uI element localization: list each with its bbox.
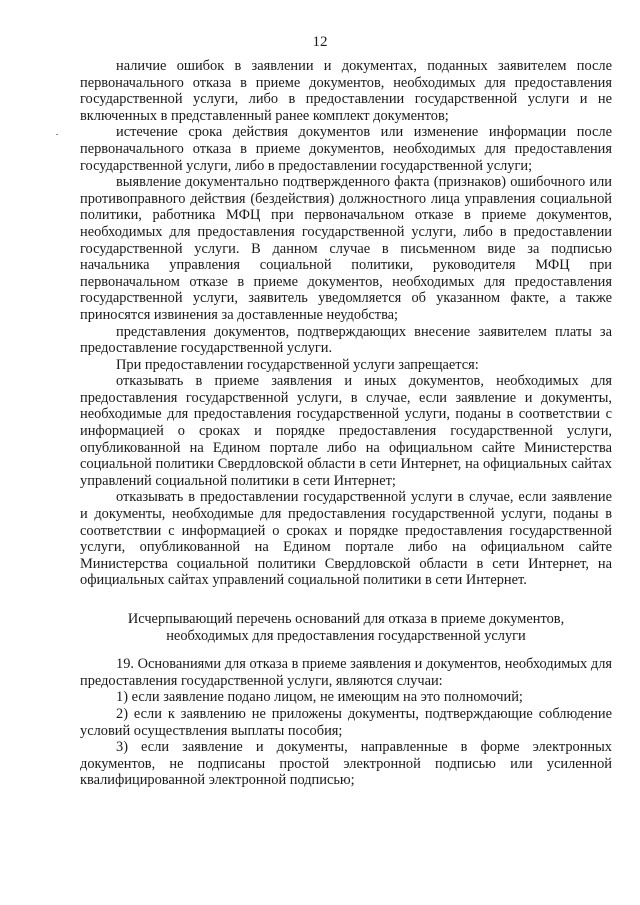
paragraph-item-19-1: 1) если заявление подано лицом, не имеющим на это полномочий; [116,689,523,706]
paragraph-payment-documents: представления документов, подтверждающих внесение заявителем платы за предоставление государственной услуги. [80,323,612,357]
section-heading-line-2: необходимых для предоставления государственной услуги [166,627,526,644]
paragraph-errors-in-application: наличие ошибок в заявлении и документах, поданных заявителем после первоначального отказа в приеме документов, необходимых для предоставления государственной услуги, либо в предоставлении государственной услуги и не включенных в представленный ранее комплект документов; [80,58,612,124]
document-body [80,58,612,789]
paragraph-item-19: 19. Основаниями для отказа в приеме заявления и документов, необходимых для предоставления государственной услуги, являются случаи: [80,656,612,689]
paragraph-documents-expired: истечение срока действия документов или изменение информации после первоначального отказа в приеме документов, необходимых для предоставления государственной услуги, либо в предоставлении государственной услуги; [80,124,612,174]
paragraph-item-19-2: 2) если к заявлению не приложены документы, подтверждающие соблюдение условий осуществления выплаты пособия; [80,705,612,739]
paragraph-prohibited-intro: При предоставлении государственной услуги запрещается: [116,356,479,373]
page-number: 12 [312,34,328,50]
heading-spacer [80,644,612,656]
paragraph-refuse-acceptance: отказывать в приеме заявления и иных документов, необходимых для предоставления государственной услуги, в случае, если заявление и документы, необходимые для предоставления государственной услуги, поданы в соответствии с информацией о сроках и порядке предоставления государственной услуги, опубликованной на Едином портале либо на официальном сайте Министерства социальной политики Свердловской области в сети Интернет, на официальных сайтах управлений социальной политики в сети Интернет; [80,373,612,489]
paragraph-refuse-provision: отказывать в предоставлении государственной услуги в случае, если заявление и документы, необходимые для предоставления государственной услуги, поданы в соответствии с информацией о сроках и порядке предоставления государственной услуги, опубликованной на Едином портале либо на официальном сайте Министерства социальной политики Свердловской области в сети Интернет, на официальных сайтах управлений социальной политики в сети Интернет. [80,489,612,589]
section-heading-line-1: Исчерпывающий перечень оснований для отказа в приеме документов, [127,611,565,627]
scan-artifact [56,134,58,135]
section-heading [80,611,612,644]
paragraph-item-19-3: 3) если заявление и документы, направленные в форме электронных документов, не подписаны простой электронной подписью или усиленной квалифицированной электронной подписью; [80,739,612,789]
paragraph-official-error: выявление документально подтвержденного факта (признаков) ошибочного или противоправного действия (бездействия) должностного лица управления социальной политики, работника МФЦ при первоначальном отказе в приеме документов, необходимых для предоставления государственной услуги, либо в предоставлении государственной услуги. В данном случае в письменном виде за подписью начальника управления социальной политики, руководителя МФЦ при первоначальном отказе в приеме документов, необходимых для предоставления государственной услуги, заявитель уведомляется об указанном факте, а также приносятся извинения за доставленные неудобства; [80,174,612,323]
